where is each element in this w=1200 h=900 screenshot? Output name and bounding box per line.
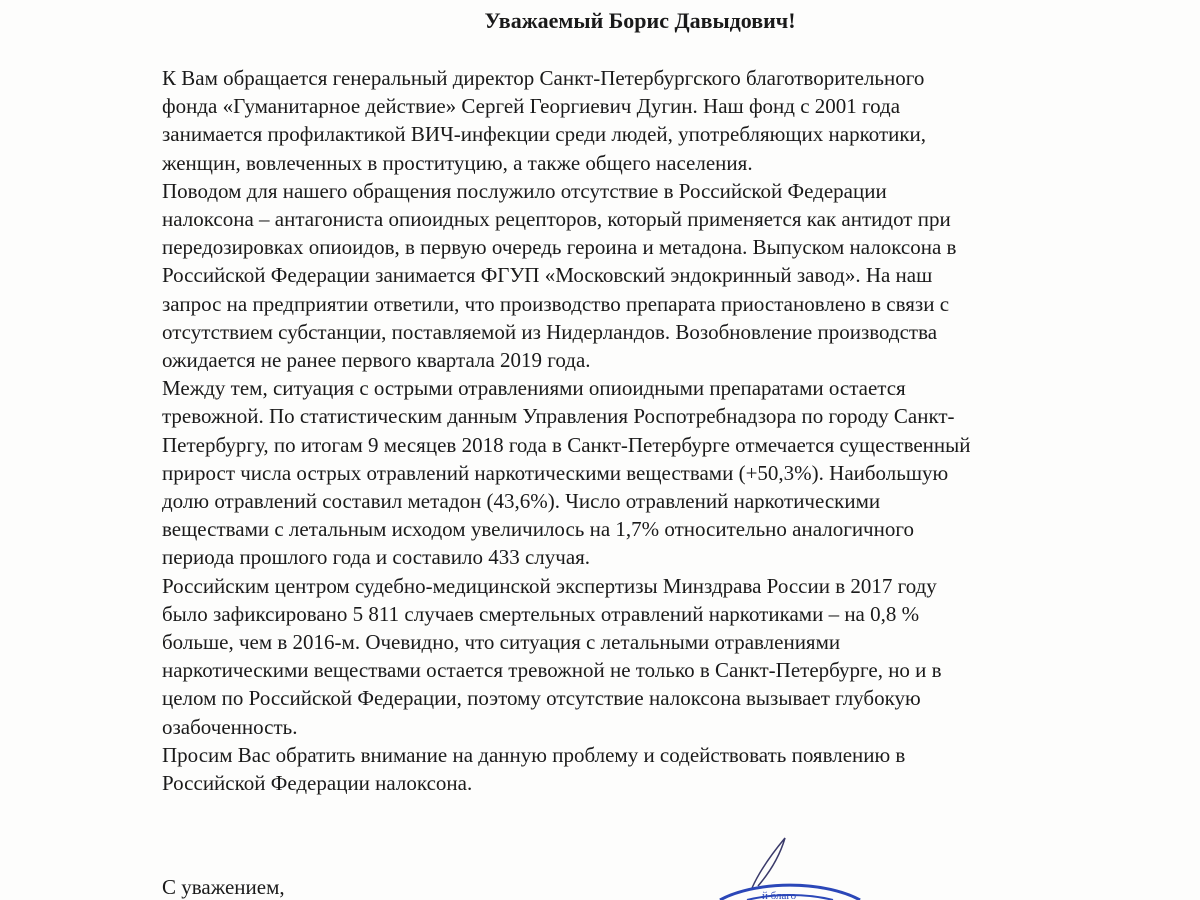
letter-line: наркотическими веществами остается тревожной не только в Санкт-Петербурге, но и в [162, 658, 942, 683]
letter-line: периода прошлого года и составило 433 случая. [162, 545, 591, 570]
letter-line: веществами с летальным исходом увеличилось на 1,7% относительно аналогичного [162, 517, 914, 542]
letter-line: Российским центром судебно-медицинской экспертизы Минздрава России в 2017 году [162, 573, 937, 598]
letter-line: ожидается не ранее первого квартала 2019 года. [162, 348, 591, 373]
letter-line: Российской Федерации налоксона. [162, 771, 473, 796]
letter-line: Петербургу, по итогам 9 месяцев 2018 года в Санкт-Петербурге отмечается существенный [162, 432, 971, 457]
letter-line: женщин, вовлеченных в проституцию, а также общего населения. [162, 150, 753, 175]
letter-line: больше, чем в 2016-м. Очевидно, что ситуация с летальными отравлениями [162, 630, 841, 655]
letter-line: К Вам обращается генеральный директор Санкт-Петербургского благотворительного [162, 66, 925, 90]
letter-line: налоксона – антагониста опиоидных рецепторов, который применяется как антидот при [162, 207, 951, 232]
letter-line: запрос на предприятии ответили, что производство препарата приостановлено в связи с [162, 291, 950, 316]
closing: С уважением, [162, 875, 285, 899]
letter-line: Между тем, ситуация с острыми отравлениями опиоидными препаратами остается [162, 376, 906, 401]
salutation: Уважаемый Борис Давыдович! [484, 8, 796, 33]
letter-line: долю отравлений составил метадон (43,6%). Число отравлений наркотическими [162, 489, 881, 514]
letter-line: передозировках опиоидов, в первую очередь героина и метадона. Выпуском налоксона в [162, 235, 957, 260]
letter-line: отсутствием субстанции, поставляемой из Нидерландов. Возобновление производства [162, 319, 938, 344]
letter-line: озабоченность. [162, 714, 298, 739]
letter-line: Поводом для нашего обращения послужило отсутствие в Российской Федерации [162, 178, 887, 203]
letter-line: прирост числа острых отравлений наркотическими веществами (+50,3%). Наибольшую [162, 460, 949, 485]
letter-line: занимается профилактикой ВИЧ-инфекции среди людей, употребляющих наркотики, [162, 122, 927, 147]
letter-line: целом по Российской Федерации, поэтому отсутствие налоксона вызывает глубокую [162, 686, 921, 711]
letter-line: Просим Вас обратить внимание на данную проблему и содействовать появлению в [162, 742, 906, 767]
svg-text:й благо: й благо [762, 890, 797, 900]
letter-line: тревожной. По статистическим данным Управления Роспотребнадзора по городу Санкт- [162, 404, 955, 429]
letter-line: Российской Федерации занимается ФГУП «Московский эндокринный завод». На наш [162, 263, 933, 288]
letter-line: было зафиксировано 5 811 случаев смертельных отравлений наркотиками – на 0,8 % [162, 601, 920, 626]
stamp-and-signature-icon [700, 830, 900, 900]
letter-line: фонда «Гуманитарное действие» Сергей Георгиевич Дугин. Наш фонд с 2001 года [162, 94, 901, 119]
letter-body [162, 64, 971, 797]
